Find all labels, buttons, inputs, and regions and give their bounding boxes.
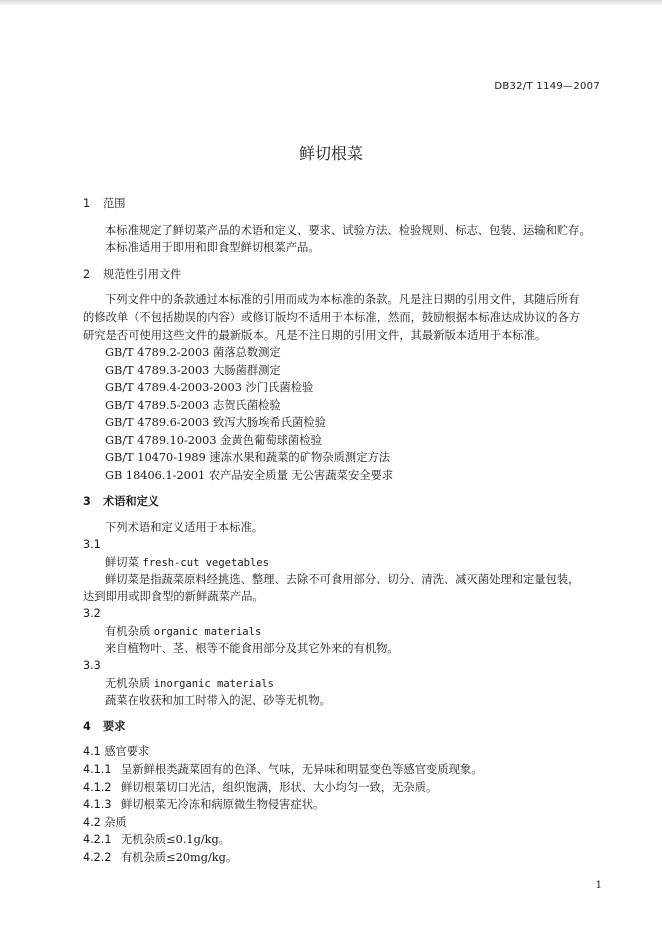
term-definition: 鲜切菜是指蔬菜原料经挑选、整理、去除不可食用部分、切分、清洗、减灭菌处理和定量包装，: [105, 573, 580, 586]
reference-item: GB/T 4789.10-2003 金黄色葡萄球菌检验: [105, 434, 322, 447]
section-title: 术语和定义: [103, 495, 159, 508]
subsection-heading: 4.2 杂质: [83, 816, 127, 829]
paragraph: 的修改单（不包括勘误的内容）或修订版均不适用于本标准，然而，鼓励根据本标准达成协议的各方: [83, 311, 581, 324]
clause-number: 4.1.3: [83, 798, 112, 811]
clause-text: 呈新鲜根类蔬菜固有的色泽、气味，无异味和明显变色等感官变质现象。: [121, 763, 483, 776]
page-title: 鲜切根菜: [298, 144, 363, 163]
clause-text: 鲜切根菜切口光洁，组织饱满，形状、大小均匀一致，无杂质。: [121, 781, 438, 794]
section-title: 范围: [103, 197, 126, 210]
clause-text: 有机杂质≤20mg/kg。: [121, 851, 238, 864]
paragraph: 本标准适用于即用和即食型鲜切根菜产品。: [105, 241, 320, 254]
section-number: 2: [83, 268, 91, 281]
clause-number: 4.2.1: [83, 833, 112, 846]
reference-item: GB/T 4789.4-2003-2003 沙门氏菌检验: [105, 381, 314, 394]
page-number: 1: [595, 880, 602, 891]
term-cn: 鲜切菜: [105, 556, 139, 569]
clause-item: [83, 833, 230, 847]
paragraph: 本标准规定了鲜切菜产品的术语和定义、要求、试验方法、检验规则、标志、包装、运输和贮存。: [105, 224, 591, 237]
term-definition: 达到即用或即食型的新鲜蔬菜产品。: [83, 590, 264, 603]
clause-item: [83, 781, 437, 795]
scan-top-edge: [0, 0, 662, 6]
term-name: [105, 625, 261, 639]
section-title: 规范性引用文件: [103, 268, 182, 281]
reference-item: GB/T 4789.2-2003 菌落总数测定: [105, 346, 281, 359]
section-number: 1: [83, 197, 91, 210]
term-en: fresh-cut vegetables: [142, 557, 269, 569]
section-1-heading: [83, 197, 125, 211]
term-cn: 无机杂质: [105, 677, 151, 690]
reference-item: GB/T 4789.5-2003 志贺氏菌检验: [105, 399, 281, 412]
term-definition: 蔬菜在收获和加工时带入的泥、砂等无机物。: [105, 694, 331, 707]
term-en: organic materials: [153, 626, 262, 638]
reference-item: GB/T 4789.3-2003 大肠菌群测定: [105, 364, 281, 377]
clause-item: [83, 763, 483, 777]
clause-number: 4.2.2: [83, 851, 112, 864]
paragraph: 下列文件中的条款通过本标准的引用而成为本标准的条款。凡是注日期的引用文件，其随后所有: [105, 293, 580, 306]
clause-item: [83, 851, 237, 865]
clause-number: 4.1.2: [83, 781, 112, 794]
reference-item: GB/T 10470-1989 速冻水果和蔬菜的矿物杂质测定方法: [105, 451, 391, 464]
term-name: [105, 556, 269, 570]
term-cn: 有机杂质: [105, 625, 151, 638]
term-name: [105, 677, 274, 691]
section-number: 4: [83, 720, 91, 733]
term-definition: 来自植物叶、茎、根等不能食用部分及其它外来的有机物。: [105, 642, 399, 655]
paragraph: 研究是否可使用这些文件的最新版本。凡是不注日期的引用文件，其最新版本适用于本标准。: [83, 329, 547, 342]
term-en: inorganic materials: [153, 678, 274, 690]
reference-item: GB/T 4789.6-2003 致泻大肠埃希氏菌检验: [105, 416, 326, 429]
clause-number: 4.1.1: [83, 763, 112, 776]
reference-item: GB 18406.1-2001 农产品安全质量 无公害蔬菜安全要求: [105, 469, 394, 482]
section-2-heading: [83, 268, 181, 282]
section-number: 3: [83, 495, 91, 508]
term-number: 3.3: [83, 659, 101, 672]
standard-code: DB32/T 1149—2007: [494, 81, 600, 92]
section-3-heading: [83, 495, 159, 509]
clause-text: 无机杂质≤0.1g/kg。: [121, 833, 231, 846]
clause-text: 鲜切根菜无冷冻和病原微生物侵害症状。: [121, 798, 325, 811]
section-4-heading: [83, 720, 125, 734]
section-title: 要求: [103, 720, 126, 733]
term-number: 3.2: [83, 607, 101, 620]
term-number: 3.1: [83, 538, 101, 551]
subsection-heading: 4.1 感官要求: [83, 745, 150, 758]
clause-item: [83, 798, 324, 812]
paragraph: 下列术语和定义适用于本标准。: [105, 521, 264, 534]
